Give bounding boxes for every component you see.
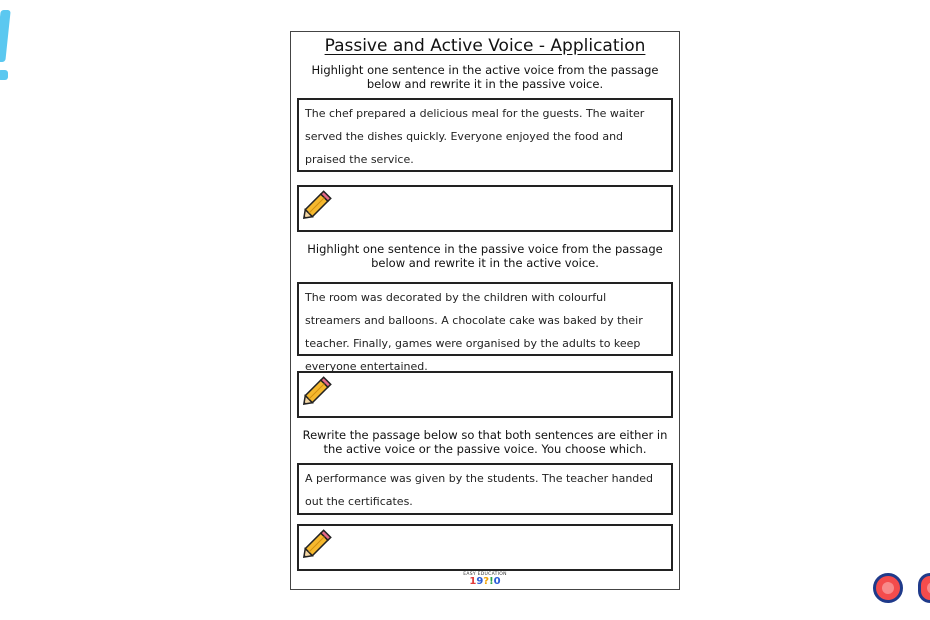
instruction-1: Highlight one sentence in the active voice from the passage below and rewrite it in the passive voice.: [311, 63, 659, 91]
instruction-3: Rewrite the passage below so that both sentences are either in the active voice or the passive voice. You choose which.: [302, 428, 668, 456]
worksheet-title: Passive and Active Voice - Application: [324, 36, 646, 56]
pencil-icon: [301, 526, 335, 560]
pencil-icon: [301, 187, 335, 221]
instruction-2: Highlight one sentence in the passive voice from the passage below and rewrite it in the active voice.: [307, 242, 663, 270]
brand-logo: [291, 572, 679, 587]
passage-1: The chef prepared a delicious meal for the guests. The waiter served the dishes quickly. Everyone enjoyed the food and praised the service.: [297, 98, 673, 172]
passage-3: A performance was given by the students. The teacher handed out the certificates.: [297, 463, 673, 515]
answer-box-3[interactable]: [297, 524, 673, 571]
record-button-icon[interactable]: [873, 573, 903, 603]
record-button-icon-partial[interactable]: [918, 573, 930, 603]
brand-name: EASY EDUCATION: [463, 572, 507, 577]
exclamation-icon: [0, 10, 10, 82]
answer-box-2[interactable]: [297, 371, 673, 418]
pencil-icon: [301, 373, 335, 407]
worksheet-page: [290, 31, 680, 590]
passage-2: The room was decorated by the children with colourful streamers and balloons. A chocolate cake was baked by their teacher. Finally, games were organised by the adults to keep everyone entertained.: [297, 282, 673, 356]
brand-digits: 19?!0: [469, 576, 501, 587]
answer-box-1[interactable]: [297, 185, 673, 232]
